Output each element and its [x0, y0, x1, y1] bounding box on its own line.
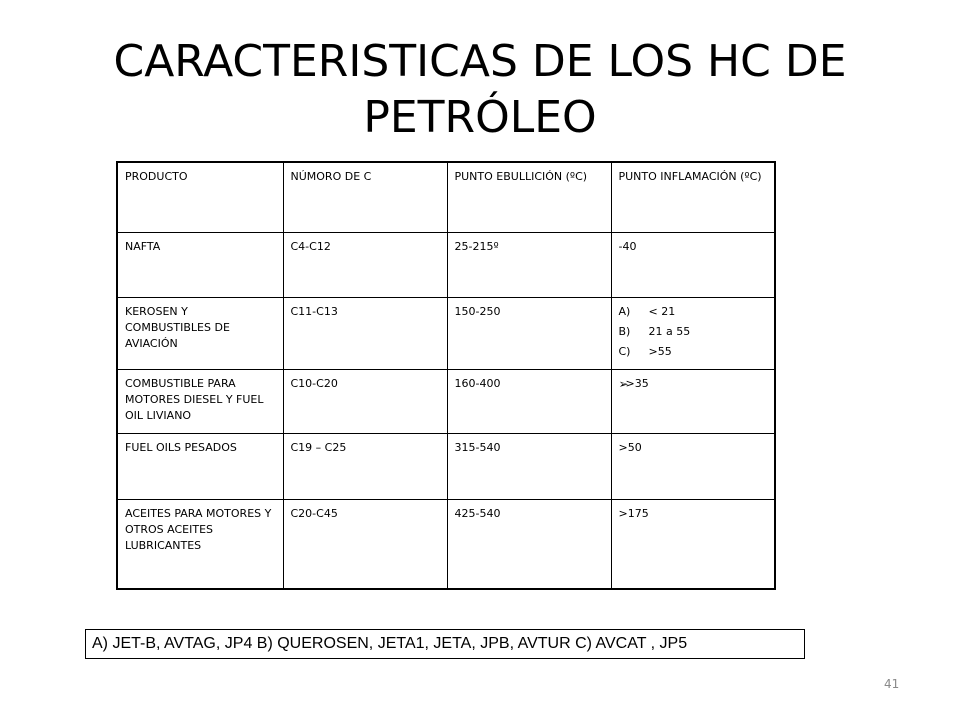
bullet-line — [619, 376, 768, 392]
slide-title-line-1: CARACTERISTICAS DE LOS HC DE — [113, 36, 847, 87]
header-numero-c: NÚMORO DE C — [283, 162, 447, 232]
cell-numero-c: C11-C13 — [283, 297, 447, 369]
cell-producto: NAFTA — [117, 232, 283, 297]
cell-ebullicion: 160-400 — [447, 369, 611, 433]
table-header-row — [117, 162, 775, 232]
header-producto: PRODUCTO — [117, 162, 283, 232]
cell-producto: ACEITES PARA MOTORES Y OTROS ACEITES LUBRICANTES — [117, 499, 283, 589]
table-row — [117, 499, 775, 589]
footnote-box: A) JET-B, AVTAG, JP4 B) QUEROSEN, JETA1, JETA, JPB, AVTUR C) AVCAT , JP5 — [85, 629, 805, 659]
cell-producto: COMBUSTIBLE PARA MOTORES DIESEL Y FUEL OIL LIVIANO — [117, 369, 283, 433]
cell-producto: FUEL OILS PESADOS — [117, 433, 283, 499]
cell-inflamacion: -40 — [611, 232, 775, 297]
inflamacion-option-c — [619, 344, 768, 360]
option-key: B) — [618, 324, 631, 338]
cell-numero-c: C19 – C25 — [283, 433, 447, 499]
cell-producto: KEROSEN Y COMBUSTIBLES DE AVIACIÓN — [117, 297, 283, 369]
table-row — [117, 232, 775, 297]
option-value: < 21 — [648, 304, 676, 318]
table-row — [117, 433, 775, 499]
cell-numero-c: C20-C45 — [283, 499, 447, 589]
inflamacion-option-b — [619, 324, 768, 340]
inflamacion-option-a — [619, 304, 768, 320]
option-value: >55 — [648, 344, 672, 358]
cell-ebullicion: 150-250 — [447, 297, 611, 369]
header-punto-ebullicion: PUNTO EBULLICIÓN (ºC) — [447, 162, 611, 232]
cell-inflamacion: >50 — [611, 433, 775, 499]
cell-inflamacion — [611, 369, 775, 433]
slide-title-line-2: PETRÓLEO — [363, 92, 597, 143]
table-row — [117, 297, 775, 369]
option-key: C) — [618, 344, 631, 358]
option-value: 21 a 55 — [648, 324, 691, 338]
header-punto-inflamacion: PUNTO INFLAMACIÓN (ºC) — [611, 162, 775, 232]
page-number: 41 — [884, 677, 900, 691]
cell-ebullicion: 315-540 — [447, 433, 611, 499]
table-row — [117, 369, 775, 433]
cell-inflamacion-list — [611, 297, 775, 369]
cell-inflamacion: >175 — [611, 499, 775, 589]
hydrocarbon-properties-table — [116, 161, 776, 590]
slide-title — [80, 34, 880, 146]
cell-ebullicion: 25-215º — [447, 232, 611, 297]
cell-numero-c: C10-C20 — [283, 369, 447, 433]
arrow-bullet-icon: ➢ — [618, 376, 629, 391]
cell-ebullicion: 425-540 — [447, 499, 611, 589]
option-key: A) — [618, 304, 631, 318]
cell-numero-c: C4-C12 — [283, 232, 447, 297]
inflamacion-value: >35 — [625, 376, 649, 390]
